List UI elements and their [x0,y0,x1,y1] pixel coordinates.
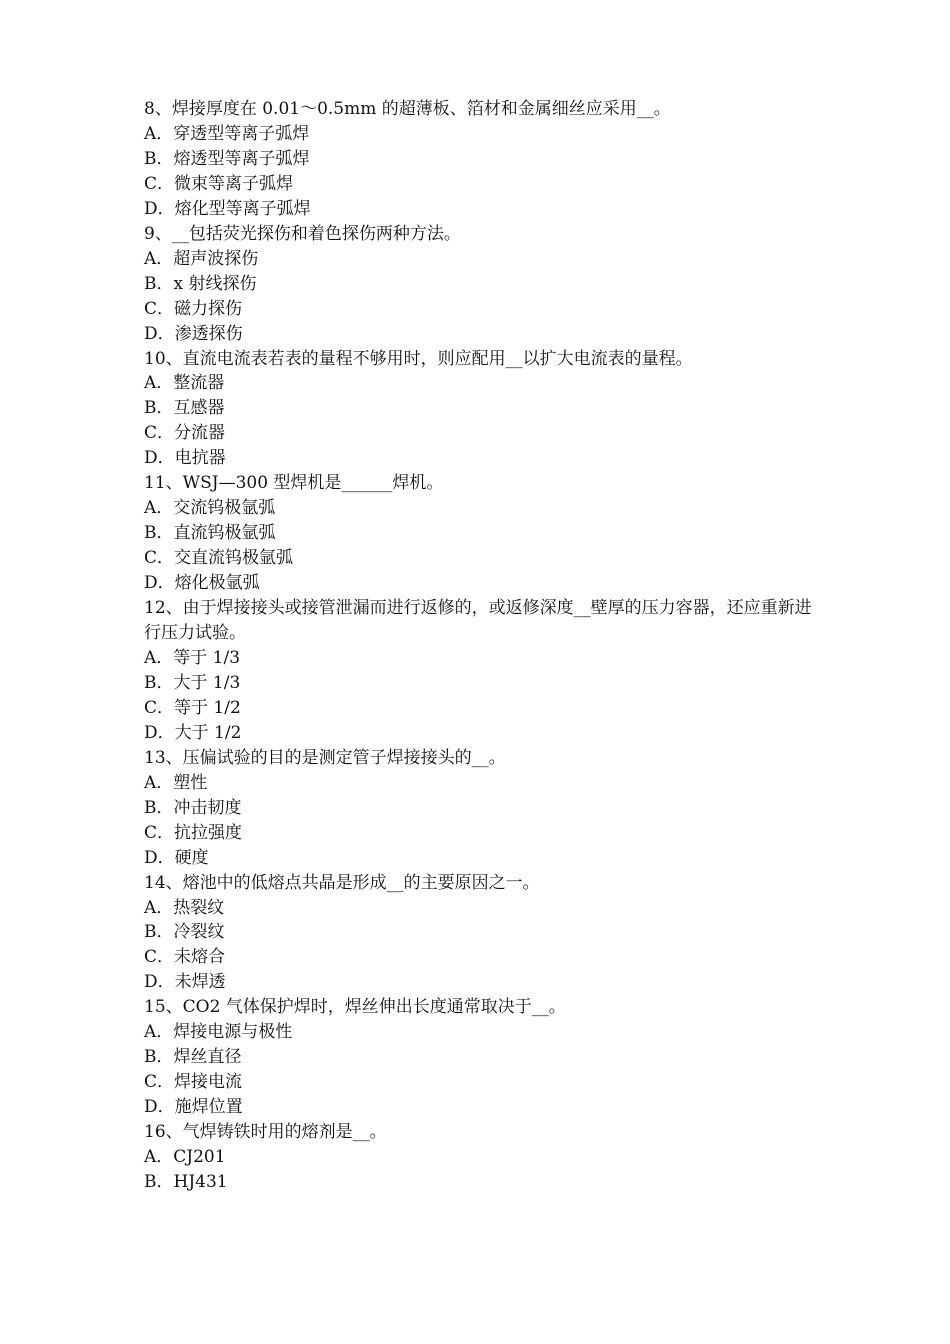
option-a: A．整流器 [144,373,225,394]
question-stem: 13、压偏试验的目的是测定管子焊接接头的__。 [144,747,506,768]
option-c: C．未熔合 [144,947,226,968]
option-a: A．等于 1/3 [144,647,241,668]
option-a: A．超声波探伤 [144,248,259,269]
option-c: C．交直流钨极氩弧 [144,548,294,569]
option-d: D．硬度 [144,847,209,868]
question-list [144,97,814,1195]
question-block [144,222,814,347]
option-b: B．互感器 [144,398,225,419]
option-a: A．塑性 [144,772,208,793]
question-block [144,347,814,472]
option-b: B．HJ431 [144,1171,228,1192]
option-c: C．焊接电流 [144,1072,243,1093]
option-c: C．微束等离子弧焊 [144,173,294,194]
question-stem: 10、直流电流表若表的量程不够用时，则应配用__以扩大电流表的量程。 [144,348,693,369]
question-block [144,97,814,222]
question-stem: 16、气焊铸铁时用的熔剂是__。 [144,1122,387,1143]
option-c: C．抗拉强度 [144,822,243,843]
question-stem: 8、焊接厚度在 0.01～0.5mm 的超薄板、箔材和金属细丝应采用__。 [144,99,671,119]
option-d: D．渗透探伤 [144,323,243,344]
question-block [144,1120,814,1195]
question-block [144,596,814,746]
question-stem: 9、__包括荧光探伤和着色探伤两种方法。 [144,223,461,244]
option-a: A．CJ201 [144,1147,226,1168]
option-d: D．电抗器 [144,448,226,469]
question-stem: 12、由于焊接接头或接管泄漏而进行返修的，或返修深度__壁厚的压力容器，还应重新进行压力试验。 [144,598,812,644]
option-b: B．冲击韧度 [144,797,242,818]
option-d: D．未焊透 [144,972,226,993]
question-block [144,471,814,596]
question-stem: 14、熔池中的低熔点共晶是形成__的主要原因之一。 [144,872,540,893]
option-d: D．大于 1/2 [144,722,242,743]
option-c: C．等于 1/2 [144,697,241,718]
option-a: A．穿透型等离子弧焊 [144,123,310,144]
option-b: B．x 射线探伤 [144,273,257,294]
question-stem: 11、WSJ—300 型焊机是______焊机。 [144,473,444,494]
option-a: A．热裂纹 [144,897,225,918]
option-c: C．磁力探伤 [144,298,243,319]
option-d: D．熔化极氩弧 [144,573,260,594]
option-d: D．施焊位置 [144,1097,243,1118]
option-b: B．冷裂纹 [144,922,225,943]
question-block [144,746,814,871]
question-block [144,871,814,996]
option-b: B．焊丝直径 [144,1047,242,1068]
option-b: B．熔透型等离子弧焊 [144,148,310,169]
option-b: B．大于 1/3 [144,672,241,693]
option-a: A．焊接电源与极性 [144,1022,293,1043]
question-block [144,995,814,1120]
option-c: C．分流器 [144,423,226,444]
option-b: B．直流钨极氩弧 [144,523,276,544]
option-d: D．熔化型等离子弧焊 [144,198,311,219]
question-stem: 15、CO2 气体保护焊时，焊丝伸出长度通常取决于__。 [144,997,566,1018]
option-a: A．交流钨极氩弧 [144,498,276,519]
